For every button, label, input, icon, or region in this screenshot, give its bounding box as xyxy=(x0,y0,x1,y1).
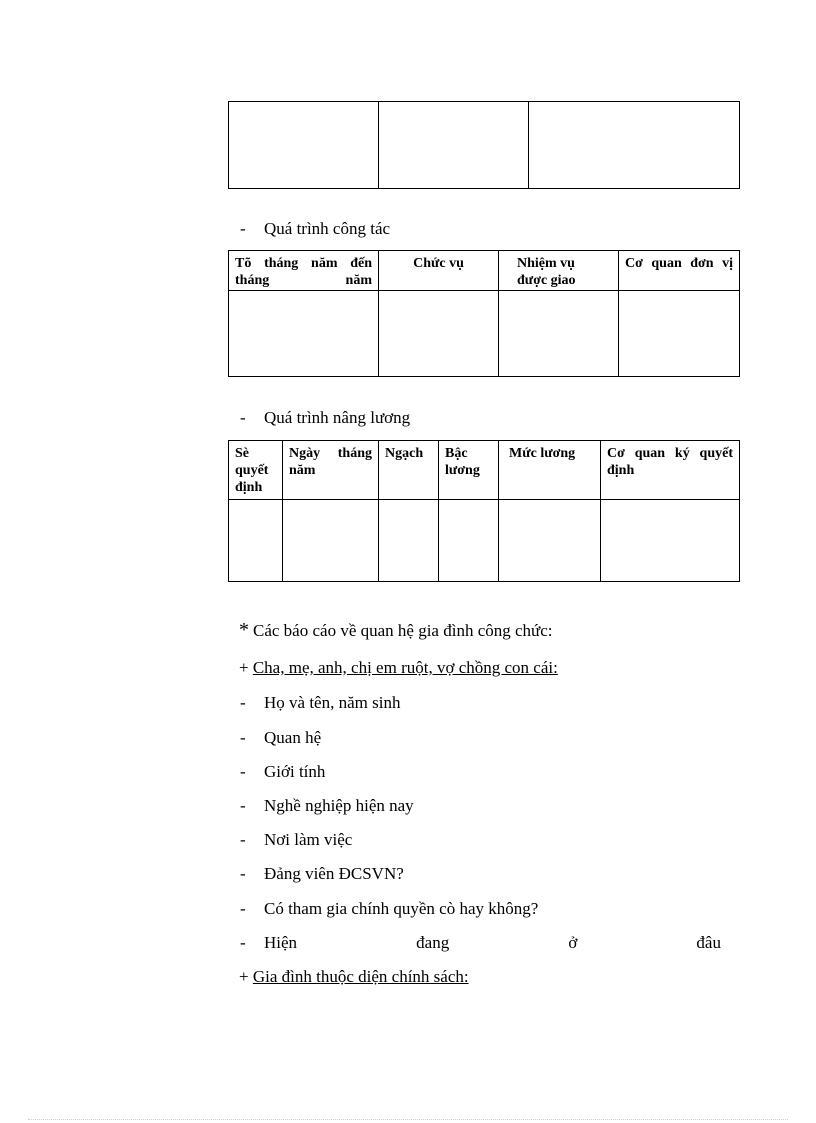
bullet-dash: - xyxy=(240,933,246,952)
bullet-dash: - xyxy=(240,693,246,712)
table-cell xyxy=(499,500,601,582)
bullet-dash: - xyxy=(240,762,246,781)
table-header-cell: Mức lương xyxy=(499,441,601,500)
table-header-cell: Cơ quan đơn vị xyxy=(619,251,740,291)
table-cell xyxy=(601,500,740,582)
bullet-dash: - xyxy=(240,408,246,427)
salary-history-table xyxy=(228,440,740,582)
work-history-heading: - Quá trình công tác xyxy=(240,219,391,238)
table-header-cell: Tõ tháng năm đến tháng năm xyxy=(229,251,379,291)
table-cell xyxy=(379,291,499,377)
list-item: - Nghề nghiệp hiện nay xyxy=(240,796,414,815)
policy-heading: + Gia đình thuộc diện chính sách: xyxy=(239,967,469,986)
table-header-cell: Chức vụ xyxy=(379,251,499,291)
list-item: - Giới tính xyxy=(240,762,326,781)
list-item: - Họ và tên, năm sinh xyxy=(240,693,401,712)
plus-marker: + xyxy=(239,658,249,677)
work-history-table xyxy=(228,250,740,377)
table-header-cell: Nhiệm vụ được giao xyxy=(499,251,619,291)
plus-marker: + xyxy=(239,967,249,986)
table-cell xyxy=(529,102,740,189)
list-item xyxy=(240,933,721,953)
list-item: - Quan hệ xyxy=(240,728,322,747)
page-edge-divider xyxy=(28,1119,788,1120)
list-item: - Đảng viên ĐCSVN? xyxy=(240,864,404,883)
table-header-cell: Ngày tháng năm xyxy=(283,441,379,500)
table-cell xyxy=(379,500,439,582)
table-header-cell: Ngạch xyxy=(379,441,439,500)
table-header-cell: Sè quyết định xyxy=(229,441,283,500)
table-cell xyxy=(229,500,283,582)
table-header-cell: Bậc lương xyxy=(439,441,499,500)
bullet-dash: - xyxy=(240,899,246,918)
table-cell xyxy=(229,291,379,377)
family-reports-title: * Các báo cáo về quan hệ gia đình công chức: xyxy=(239,619,553,641)
list-item: - Có tham gia chính quyền cò hay không? xyxy=(240,899,539,918)
bullet-dash: - xyxy=(240,796,246,815)
table-cell xyxy=(439,500,499,582)
relatives-heading: + Cha, mẹ, anh, chị em ruột, vợ chồng con cái: xyxy=(239,658,558,677)
table-cell xyxy=(619,291,740,377)
bullet-dash: - xyxy=(240,830,246,849)
bullet-dash: - xyxy=(240,219,246,238)
table-cell xyxy=(499,291,619,377)
list-item: - Nơi làm việc xyxy=(240,830,353,849)
table-cell xyxy=(379,102,529,189)
table-cell xyxy=(229,102,379,189)
table-header-cell: Cơ quan ký quyết định xyxy=(601,441,740,500)
bullet-dash: - xyxy=(240,728,246,747)
salary-history-heading: - Quá trình nâng lương xyxy=(240,408,411,427)
justified-line: Hiện đang ở đâu xyxy=(264,933,721,952)
table-cell xyxy=(283,500,379,582)
asterisk-marker: * xyxy=(239,619,249,641)
bullet-dash: - xyxy=(240,864,246,883)
continued-table xyxy=(228,101,740,189)
